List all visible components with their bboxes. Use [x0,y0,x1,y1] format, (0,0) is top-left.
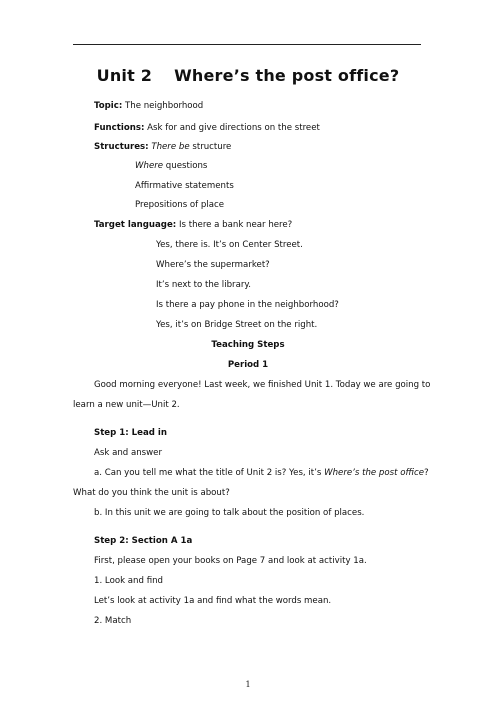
functions-line [94,123,320,134]
topic-line [94,101,203,112]
period-heading: Period 1 [227,360,269,370]
functions-label: Functions: [94,123,145,133]
question-a-italic: Where’s the post office [324,468,425,478]
structures-item-italic: Where [135,161,164,171]
question-a-text: a. Can you tell me what the title of Unit 2 is? Yes, it’s [94,468,325,478]
topic-value: The neighborhood [125,101,204,111]
target-item: Is there a pay phone in the neighborhood? [156,300,339,310]
structures-line [94,142,231,153]
target-language-label: Target language: [94,220,177,230]
structures-label: Structures: [94,142,149,152]
structures-item [135,161,207,172]
step2-heading: Step 2: Section A 1a [94,536,193,546]
step2-line-1: First, please open your books on Page 7 and look at activity 1a. [94,556,367,566]
unit-title [0,66,496,85]
structures-item-text: questions [163,161,208,171]
target-item: Yes, there is. It’s on Center Street. [156,240,303,250]
unit-question: Where’s the post office? [174,66,400,85]
topic-label: Topic: [94,101,123,111]
page-number: 1 [245,680,251,689]
step1-subheading: Ask and answer [94,448,163,458]
intro-line-1: Good morning everyone! Last week, we finished Unit 1. Today we are going to [94,380,431,390]
structures-item-text: Prepositions of place [135,200,225,210]
structures-item [135,200,224,211]
question-a-end: ? [424,468,429,478]
unit-number: Unit 2 [96,66,153,85]
target-item: It’s next to the library. [156,280,251,290]
intro-line-2: learn a new unit—Unit 2. [73,400,180,410]
target-item: Where’s the supermarket? [156,260,270,270]
target-language-first: Is there a bank near here? [178,220,293,230]
step2-line-4: 2. Match [94,616,132,626]
target-language-line [94,220,292,231]
structures-value-rest: structure [189,142,232,152]
step1-question-a-line2: What do you think the unit is about? [73,488,230,498]
step1-question-a [94,468,429,479]
structures-item [135,181,234,192]
structures-value-italic: There be [151,142,190,152]
functions-value: Ask for and give directions on the street [147,123,320,133]
structures-item-text: Affirmative statements [135,181,234,191]
target-item: Yes, it’s on Bridge Street on the right. [156,320,318,330]
step2-line-3: Let’s look at activity 1a and find what the words mean. [94,596,332,606]
header-rule [73,44,421,45]
step1-heading: Step 1: Lead in [94,428,167,438]
teaching-steps-heading: Teaching Steps [211,340,285,350]
step2-line-2: 1. Look and find [94,576,164,586]
step1-question-b: b. In this unit we are going to talk about the position of places. [94,508,365,518]
